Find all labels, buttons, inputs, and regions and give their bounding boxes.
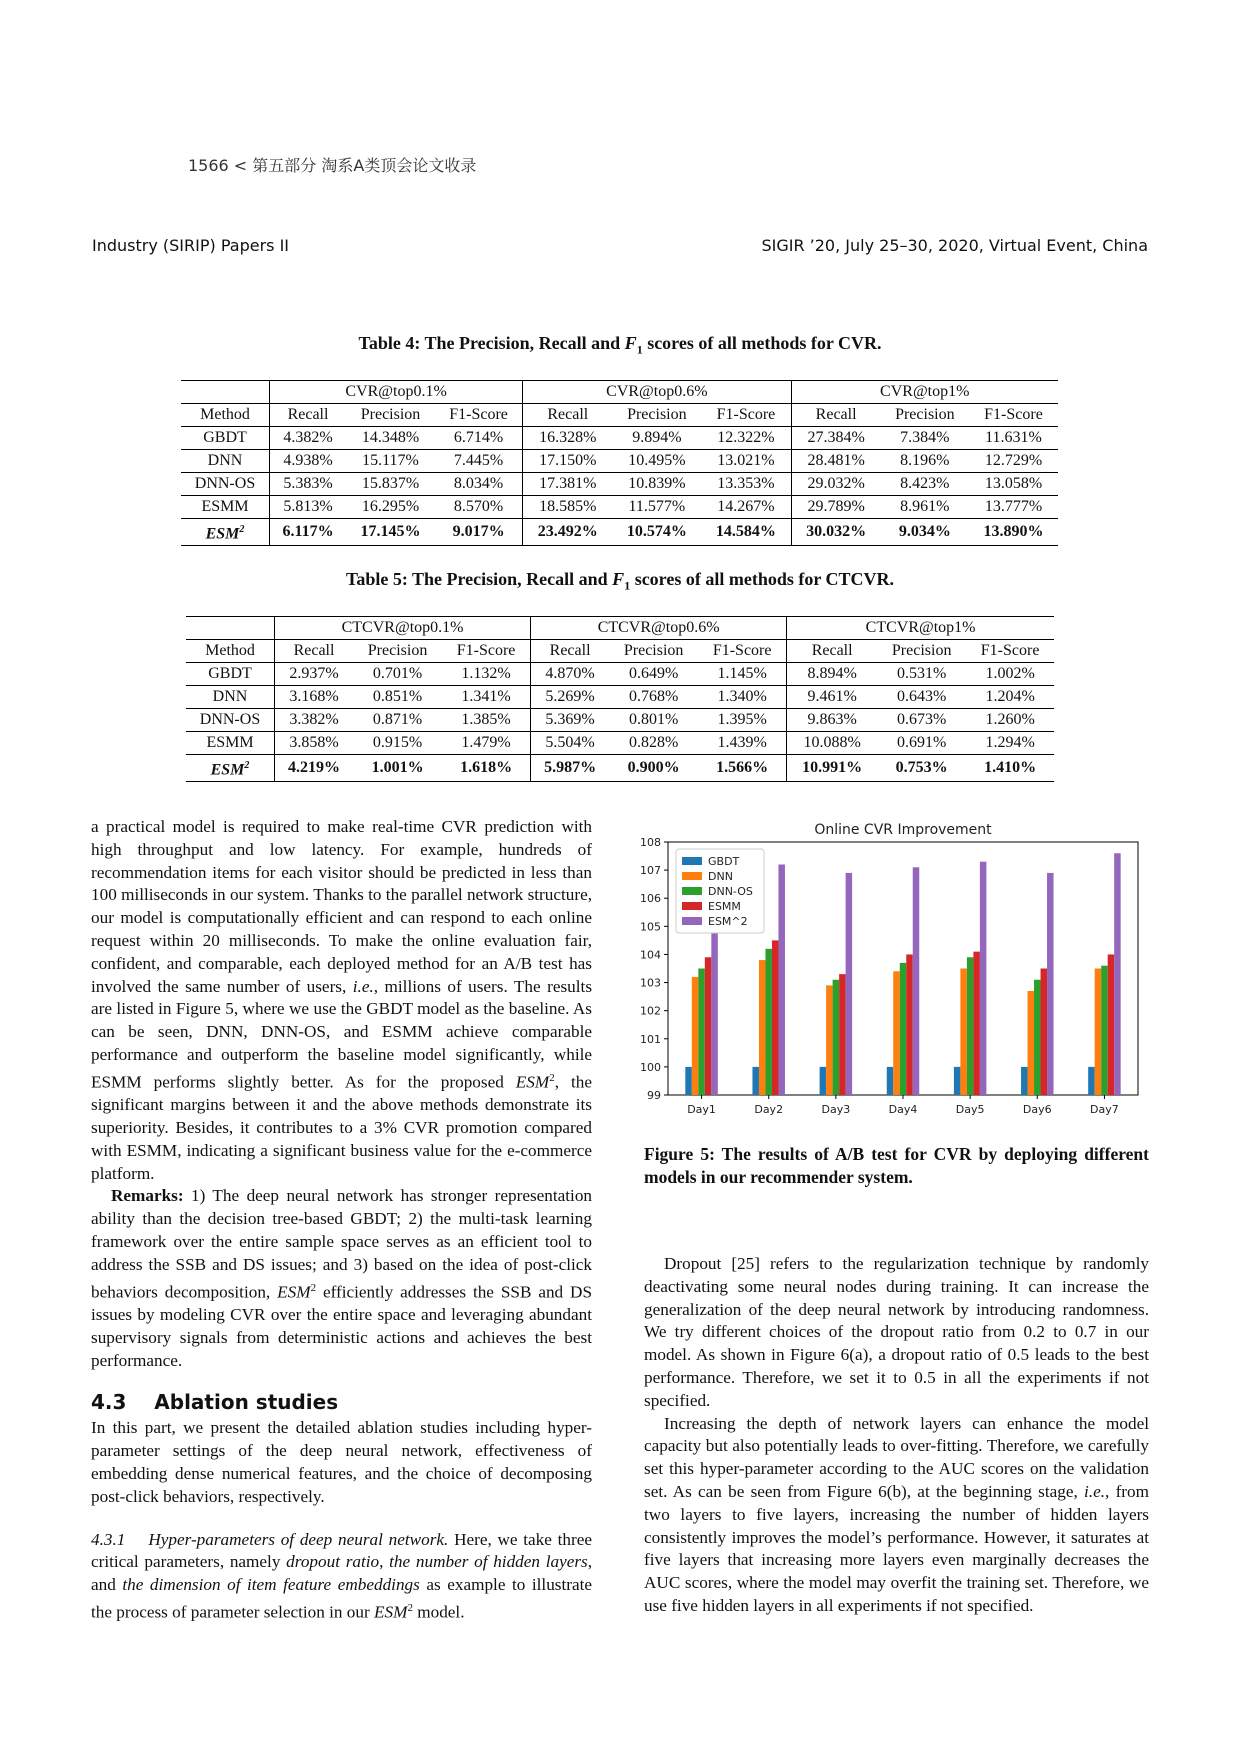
column-header: F1-Score bbox=[969, 404, 1058, 427]
column-header: F1-Score bbox=[435, 404, 523, 427]
value-cell: 12.322% bbox=[701, 427, 791, 450]
bar-dnn-os bbox=[900, 963, 907, 1095]
value-cell: 9.894% bbox=[612, 427, 701, 450]
value-cell: 8.423% bbox=[881, 473, 969, 496]
group-header: CVR@top1% bbox=[791, 381, 1058, 404]
group-header: CTCVR@top1% bbox=[787, 617, 1054, 640]
y-tick-label: 104 bbox=[640, 948, 661, 962]
value-cell: 0.531% bbox=[877, 663, 966, 686]
value-cell: 1.001% bbox=[353, 755, 442, 782]
legend-swatch bbox=[682, 857, 702, 865]
bar-dnn bbox=[960, 969, 967, 1096]
table5 bbox=[186, 616, 1054, 782]
value-cell: 10.088% bbox=[787, 732, 877, 755]
value-cell: 3.382% bbox=[275, 709, 354, 732]
bar-esm-2 bbox=[1114, 853, 1121, 1095]
value-cell: 3.168% bbox=[275, 686, 354, 709]
chart-title: Online CVR Improvement bbox=[814, 822, 992, 838]
value-cell: 9.863% bbox=[787, 709, 877, 732]
value-cell: 2.937% bbox=[275, 663, 354, 686]
bar-dnn-os bbox=[765, 949, 772, 1095]
x-tick-label: Day7 bbox=[1090, 1103, 1119, 1116]
value-cell: 17.381% bbox=[523, 473, 613, 496]
x-tick-label: Day2 bbox=[754, 1103, 784, 1116]
value-cell: 23.492% bbox=[523, 519, 613, 546]
bar-esmm bbox=[1041, 969, 1048, 1096]
value-cell: 3.858% bbox=[275, 732, 354, 755]
bar-dnn bbox=[692, 977, 699, 1095]
value-cell: 11.631% bbox=[969, 427, 1058, 450]
value-cell: 1.260% bbox=[966, 709, 1054, 732]
value-cell: 9.034% bbox=[881, 519, 969, 546]
bar-gbdt bbox=[685, 1067, 692, 1095]
column-header: Precision bbox=[881, 404, 969, 427]
value-cell: 7.384% bbox=[881, 427, 969, 450]
value-cell: 1.410% bbox=[966, 755, 1054, 782]
y-tick-label: 99 bbox=[647, 1089, 661, 1102]
section-heading: 4.3 Ablation studies bbox=[91, 1389, 339, 1414]
bar-dnn-os bbox=[967, 957, 974, 1095]
value-cell: 29.789% bbox=[791, 496, 881, 519]
legend-entry: DNN-OS bbox=[708, 885, 753, 898]
method-cell: GBDT bbox=[186, 663, 275, 686]
method-header: Method bbox=[181, 404, 270, 427]
value-cell: 0.701% bbox=[353, 663, 442, 686]
group-header: CVR@top0.6% bbox=[523, 381, 791, 404]
method-header: Method bbox=[186, 640, 275, 663]
x-tick-label: Day1 bbox=[687, 1103, 716, 1116]
value-cell: 16.295% bbox=[346, 496, 435, 519]
y-tick-label: 105 bbox=[640, 920, 661, 934]
column-header: Recall bbox=[787, 640, 877, 663]
value-cell: 0.900% bbox=[609, 755, 698, 782]
value-cell: 29.032% bbox=[791, 473, 881, 496]
running-header-left: Industry (SIRIP) Papers II bbox=[92, 236, 289, 255]
value-cell: 6.117% bbox=[270, 519, 347, 546]
value-cell: 5.987% bbox=[531, 755, 610, 782]
legend-swatch bbox=[682, 887, 702, 895]
bar-dnn-os bbox=[833, 980, 840, 1095]
column-header: Precision bbox=[877, 640, 966, 663]
value-cell: 9.017% bbox=[435, 519, 523, 546]
value-cell: 11.577% bbox=[612, 496, 701, 519]
legend-swatch bbox=[682, 917, 702, 925]
value-cell: 13.777% bbox=[969, 496, 1058, 519]
value-cell: 8.196% bbox=[881, 450, 969, 473]
method-header-spacer bbox=[181, 381, 270, 404]
column-header: Recall bbox=[791, 404, 881, 427]
y-tick-label: 101 bbox=[640, 1032, 661, 1046]
method-cell: GBDT bbox=[181, 427, 270, 450]
value-cell: 5.369% bbox=[531, 709, 610, 732]
bar-esm-2 bbox=[980, 862, 987, 1095]
value-cell: 28.481% bbox=[791, 450, 881, 473]
method-cell: DNN bbox=[181, 450, 270, 473]
value-cell: 18.585% bbox=[523, 496, 613, 519]
column-header: F1-Score bbox=[966, 640, 1054, 663]
value-cell: 17.150% bbox=[523, 450, 613, 473]
value-cell: 10.574% bbox=[612, 519, 701, 546]
left-column bbox=[91, 816, 592, 1625]
value-cell: 0.673% bbox=[877, 709, 966, 732]
value-cell: 0.801% bbox=[609, 709, 698, 732]
legend-entry: GBDT bbox=[708, 855, 740, 868]
method-header-spacer bbox=[186, 617, 275, 640]
bar-esm-2 bbox=[711, 912, 718, 1095]
bar-dnn-os bbox=[1101, 966, 1108, 1095]
bar-esmm bbox=[906, 954, 913, 1095]
x-tick-label: Day3 bbox=[821, 1103, 851, 1116]
value-cell: 10.991% bbox=[787, 755, 877, 782]
bar-gbdt bbox=[887, 1067, 894, 1095]
paragraph-ablation: In this part, we present the detailed ablation studies including hyper-parameter settings of the deep neural network, effectiveness of embedding dense numerical features, and the choice of decomposing post-click behaviors, respectively. bbox=[91, 1418, 592, 1506]
column-header: Recall bbox=[531, 640, 610, 663]
bar-esmm bbox=[839, 974, 846, 1095]
value-cell: 14.584% bbox=[701, 519, 791, 546]
value-cell: 1.204% bbox=[966, 686, 1054, 709]
group-header: CVR@top0.1% bbox=[270, 381, 523, 404]
value-cell: 0.871% bbox=[353, 709, 442, 732]
bar-gbdt bbox=[1021, 1067, 1027, 1095]
column-header: F1-Score bbox=[698, 640, 786, 663]
bar-esm-2 bbox=[1047, 873, 1054, 1095]
value-cell: 15.837% bbox=[346, 473, 435, 496]
value-cell: 0.828% bbox=[609, 732, 698, 755]
value-cell: 4.938% bbox=[270, 450, 347, 473]
group-header: CTCVR@top0.1% bbox=[275, 617, 531, 640]
method-cell: DNN-OS bbox=[186, 709, 275, 732]
y-tick-label: 102 bbox=[640, 1004, 661, 1018]
legend-entry: DNN bbox=[708, 870, 733, 883]
value-cell: 6.714% bbox=[435, 427, 523, 450]
table-row bbox=[181, 473, 1058, 496]
value-cell: 1.385% bbox=[442, 709, 530, 732]
table-row bbox=[181, 450, 1058, 473]
value-cell: 0.649% bbox=[609, 663, 698, 686]
bar-gbdt bbox=[1088, 1067, 1095, 1095]
table-row bbox=[181, 427, 1058, 450]
bar-dnn bbox=[893, 971, 900, 1095]
bar-esmm bbox=[1108, 954, 1115, 1095]
bar-esmm bbox=[973, 952, 980, 1095]
paragraph-hyperparams: 4.3.1 Hyper-parameters of deep neural network. Here, we take three critical parameters, namely dropout ratio, the number of hidden layers, and the dimension of item feature embeddings as example to illustrate the process of parameter selection in our ESM$^2$ model. bbox=[91, 1529, 593, 1622]
value-cell: 7.445% bbox=[435, 450, 523, 473]
value-cell: 1.341% bbox=[442, 686, 530, 709]
bar-dnn-os bbox=[698, 969, 705, 1096]
method-cell: DNN-OS bbox=[181, 473, 270, 496]
bar-dnn bbox=[1095, 969, 1102, 1096]
value-cell: 1.132% bbox=[442, 663, 530, 686]
y-tick-label: 106 bbox=[640, 892, 661, 906]
value-cell: 13.058% bbox=[969, 473, 1058, 496]
value-cell: 1.479% bbox=[442, 732, 530, 755]
table-row bbox=[181, 496, 1058, 519]
legend-swatch bbox=[682, 902, 702, 910]
y-tick-label: 108 bbox=[640, 836, 661, 849]
value-cell: 9.461% bbox=[787, 686, 877, 709]
bar-esm-2 bbox=[846, 873, 853, 1095]
table-row bbox=[181, 519, 1058, 546]
running-header-right: SIGIR ’20, July 25–30, 2020, Virtual Event, China bbox=[761, 236, 1148, 255]
value-cell: 8.894% bbox=[787, 663, 877, 686]
bar-gbdt bbox=[820, 1067, 827, 1095]
bar-esm-2 bbox=[778, 864, 785, 1095]
legend-entry: ESM^2 bbox=[708, 915, 748, 928]
y-tick-label: 103 bbox=[640, 976, 661, 990]
y-tick-label: 100 bbox=[640, 1060, 661, 1074]
paragraph-layers: Increasing the depth of network layers can enhance the model capacity but also potentially leads to over-fitting. Therefore, we carefully set this hyper-parameter according to the AUC scores on the validation set. As can be seen from Figure 6(b), at the beginning stage, i.e., from two layers to five layers, increasing the number of hidden layers consistently improves the model’s performance. However, it saturates at five layers that increasing more layers even marginally decreases the AUC scores, where the model may overfit the training set. Therefore, we use five hidden layers in all experiments if not specified. bbox=[644, 1413, 1149, 1615]
bar-dnn bbox=[759, 960, 766, 1095]
value-cell: 1.439% bbox=[698, 732, 786, 755]
column-header: F1-Score bbox=[442, 640, 530, 663]
value-cell: 5.269% bbox=[531, 686, 610, 709]
value-cell: 15.117% bbox=[346, 450, 435, 473]
value-cell: 4.870% bbox=[531, 663, 610, 686]
value-cell: 5.813% bbox=[270, 496, 347, 519]
bar-esmm bbox=[705, 957, 712, 1095]
column-header: Precision bbox=[353, 640, 442, 663]
value-cell: 16.328% bbox=[523, 427, 613, 450]
value-cell: 1.566% bbox=[698, 755, 786, 782]
value-cell: 14.348% bbox=[346, 427, 435, 450]
bar-esmm bbox=[772, 940, 779, 1095]
y-tick-label: 107 bbox=[640, 864, 661, 878]
column-header: Recall bbox=[270, 404, 347, 427]
paragraph-dropout: Dropout [25] refers to the regularization technique by randomly deactivating some neural nodes during training. It can increase the generalization of the deep neural network by introducing randomness. We try different choices of the dropout ratio from 0.2 to 0.7 in our model. As shown in Figure 6(a), a dropout ratio of 0.5 leads to the best performance. Therefore, we set it to 0.5 in all the experiments if not specified. bbox=[644, 1254, 1149, 1410]
value-cell: 12.729% bbox=[969, 450, 1058, 473]
book-header: 1566 < 第五部分 淘系A类顶会论文收录 bbox=[188, 156, 477, 175]
value-cell: 0.643% bbox=[877, 686, 966, 709]
value-cell: 27.384% bbox=[791, 427, 881, 450]
method-cell: ESM$^2$ bbox=[186, 755, 275, 782]
value-cell: 1.395% bbox=[698, 709, 786, 732]
table-row bbox=[186, 663, 1054, 686]
method-cell: ESMM bbox=[181, 496, 270, 519]
table4 bbox=[181, 380, 1058, 546]
bar-dnn-os bbox=[1034, 980, 1041, 1095]
x-tick-label: Day6 bbox=[1022, 1103, 1052, 1116]
table-row bbox=[186, 686, 1054, 709]
x-tick-label: Day5 bbox=[955, 1103, 985, 1116]
value-cell: 13.353% bbox=[701, 473, 791, 496]
value-cell: 10.495% bbox=[612, 450, 701, 473]
column-header: Precision bbox=[346, 404, 435, 427]
table4-caption: Table 4: The Precision, Recall and $F_1$ scores of all methods for CVR. bbox=[358, 333, 882, 357]
column-header: F1-Score bbox=[701, 404, 791, 427]
value-cell: 4.219% bbox=[275, 755, 354, 782]
value-cell: 0.753% bbox=[877, 755, 966, 782]
x-tick-label: Day4 bbox=[888, 1103, 918, 1116]
table-row bbox=[186, 732, 1054, 755]
value-cell: 8.034% bbox=[435, 473, 523, 496]
method-cell: DNN bbox=[186, 686, 275, 709]
column-header: Precision bbox=[612, 404, 701, 427]
value-cell: 30.032% bbox=[791, 519, 881, 546]
value-cell: 8.961% bbox=[881, 496, 969, 519]
value-cell: 0.851% bbox=[353, 686, 442, 709]
value-cell: 1.294% bbox=[966, 732, 1054, 755]
value-cell: 10.839% bbox=[612, 473, 701, 496]
table5-caption: Table 5: The Precision, Recall and $F_1$ scores of all methods for CTCVR. bbox=[345, 569, 894, 593]
bar-esm-2 bbox=[913, 867, 920, 1095]
right-column bbox=[644, 1253, 1149, 1618]
bar-gbdt bbox=[752, 1067, 759, 1095]
value-cell: 13.021% bbox=[701, 450, 791, 473]
bar-gbdt bbox=[954, 1067, 961, 1095]
legend-entry: ESMM bbox=[708, 900, 741, 913]
value-cell: 0.915% bbox=[353, 732, 442, 755]
value-cell: 17.145% bbox=[346, 519, 435, 546]
group-header: CTCVR@top0.6% bbox=[531, 617, 787, 640]
bar-dnn bbox=[1028, 991, 1035, 1095]
value-cell: 0.691% bbox=[877, 732, 966, 755]
value-cell: 1.618% bbox=[442, 755, 530, 782]
figure-caption: Figure 5: The results of A/B test for CVR by deploying different models in our recommender system. bbox=[644, 1144, 1149, 1187]
method-cell: ESMM bbox=[186, 732, 275, 755]
value-cell: 14.267% bbox=[701, 496, 791, 519]
column-header: Precision bbox=[609, 640, 698, 663]
legend-swatch bbox=[682, 872, 702, 880]
method-cell: ESM$^2$ bbox=[181, 519, 270, 546]
table-row bbox=[186, 755, 1054, 782]
value-cell: 0.768% bbox=[609, 686, 698, 709]
value-cell: 8.570% bbox=[435, 496, 523, 519]
paragraph-remarks: Remarks: 1) The deep neural network has stronger representation ability than the decision tree-based GBDT; 2) the multi-task learning framework over the entire sample space serves as an efficient tool to address the SSB and DS issues; and 3) based on the idea of post-click behaviors decomposition, ESM$^2$ efficiently addresses the SSB and DS issues by modeling CVR over the entire space and leveraging abundant supervisory signals from deterministic actions and achieves the best performance. bbox=[91, 1186, 593, 1370]
value-cell: 1.340% bbox=[698, 686, 786, 709]
column-header: Recall bbox=[275, 640, 354, 663]
value-cell: 13.890% bbox=[969, 519, 1058, 546]
paragraph-ab-test: a practical model is required to make real-time CVR prediction with high throughput and low latency. For example, hundreds of recommendation items for each visitor should be predicted in less than 100 milliseconds in our system. Thanks to the parallel network structure, our model is computationally efficient and can respond to each online request within 20 milliseconds. To make the online evaluation fair, confident, and comparable, each deployed method for an A/B test has involved the same number of users, i.e., millions of users. The results are listed in Figure 5, where we use the GBDT model as the baseline. As can be seen, DNN, DNN-OS, and ESMM achieve comparable performance and outperform the baseline model significantly, while ESMM performs slightly better. As for the proposed ESM$^2$, the significant margins between it and the above methods demonstrate its superiority. Besides, it contributes to a 3% CVR promotion compared with ESMM, indicating a significant business value for the e-commerce platform. bbox=[91, 817, 593, 1183]
value-cell: 1.145% bbox=[698, 663, 786, 686]
value-cell: 1.002% bbox=[966, 663, 1054, 686]
cvr-improvement-chart bbox=[628, 812, 1148, 1122]
column-header: Recall bbox=[523, 404, 613, 427]
value-cell: 5.383% bbox=[270, 473, 347, 496]
table-row bbox=[186, 709, 1054, 732]
bar-dnn bbox=[826, 985, 833, 1095]
value-cell: 4.382% bbox=[270, 427, 347, 450]
value-cell: 5.504% bbox=[531, 732, 610, 755]
